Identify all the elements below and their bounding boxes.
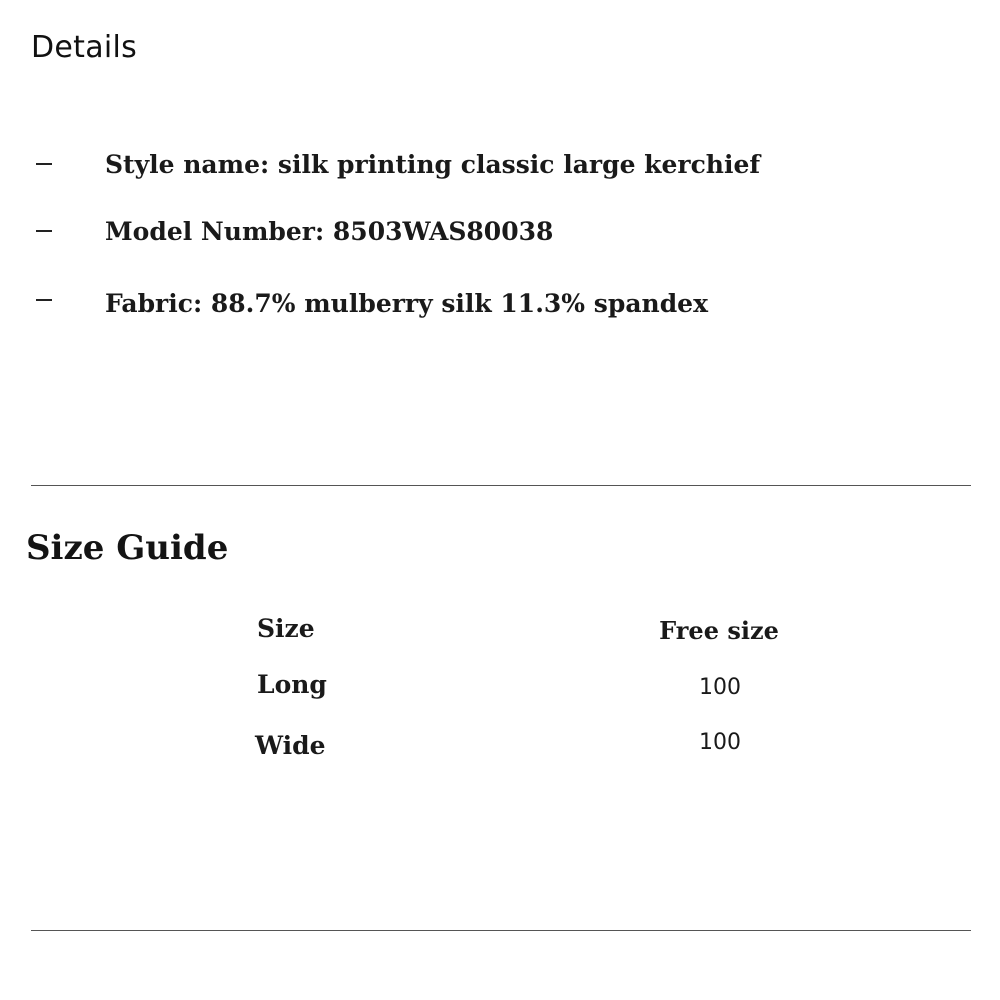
size-label: Size [257, 614, 315, 643]
section-divider [31, 930, 971, 931]
section-divider [31, 485, 971, 486]
size-value: 100 [699, 675, 741, 700]
size-value: 100 [699, 730, 741, 755]
detail-item-style-name [0, 145, 1000, 185]
details-heading: Details [31, 30, 138, 65]
detail-item-model-number [0, 212, 1000, 252]
dash-bullet-icon [36, 299, 52, 301]
size-label: Wide [255, 731, 326, 760]
detail-item-fabric [0, 284, 1000, 324]
size-guide-heading: Size Guide [26, 528, 229, 568]
dash-bullet-icon [36, 230, 52, 232]
detail-item-text: Fabric: 88.7% mulberry silk 11.3% spandex [105, 289, 708, 318]
size-label: Long [257, 670, 327, 699]
detail-item-text: Model Number: 8503WAS80038 [105, 217, 554, 246]
dash-bullet-icon [36, 163, 52, 165]
detail-item-text: Style name: silk printing classic large kerchief [105, 150, 761, 179]
size-value: Free size [659, 616, 779, 645]
